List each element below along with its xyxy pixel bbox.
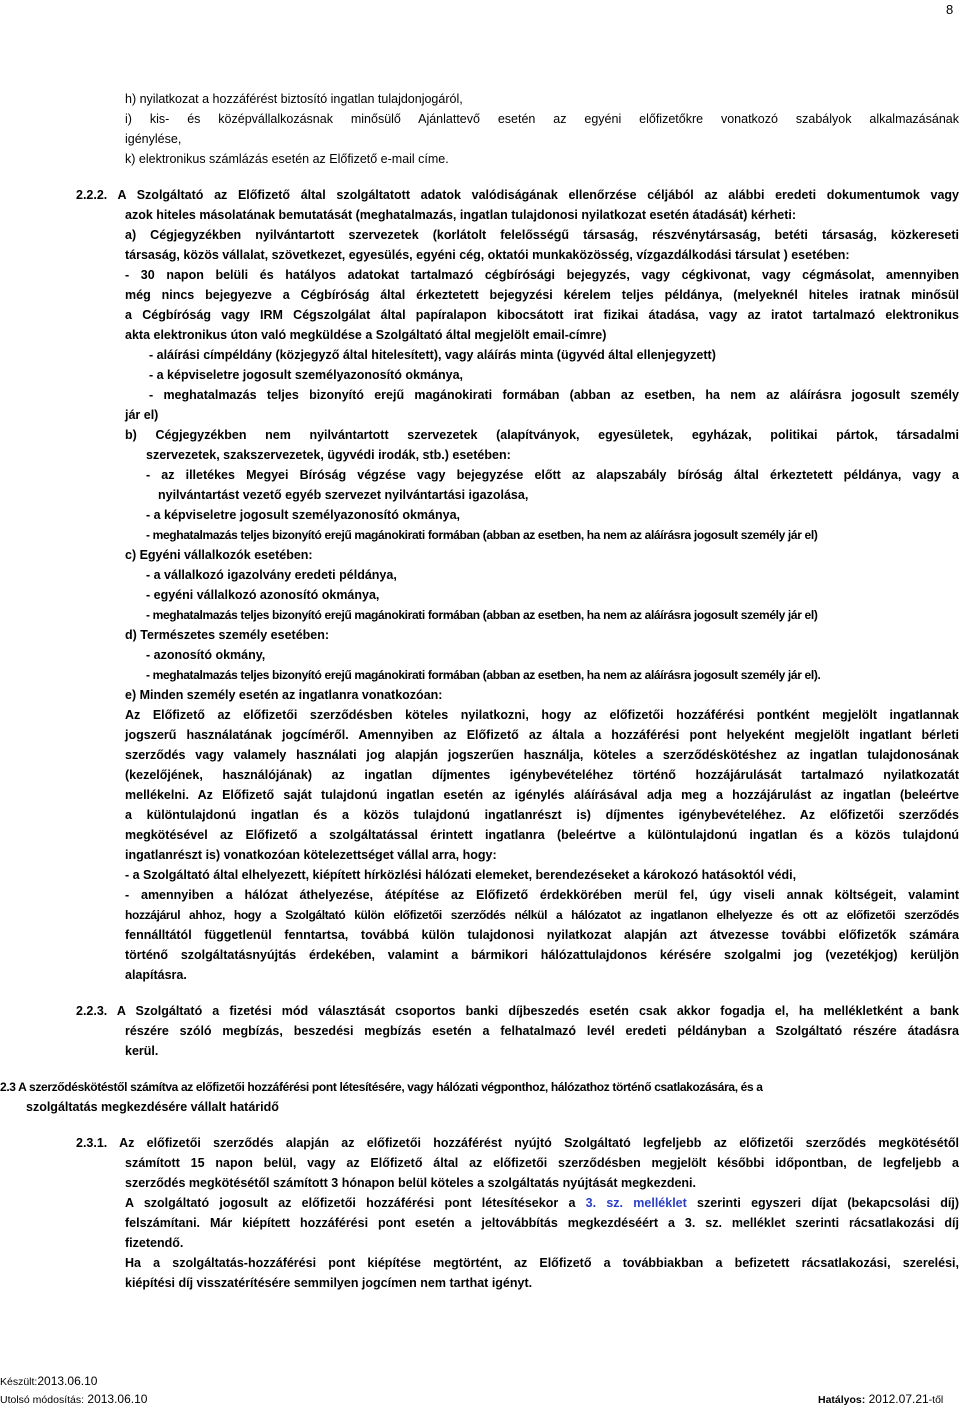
doc-line: b) Cégjegyzékben nem nyilvántartott szervezetek (alapítványok, egyesületek, egyházak, politikai pártok, társadalmi [125,428,959,442]
doc-line: jár el) [125,408,159,422]
doc-line: kerül. [125,1044,159,1058]
doc-line: e) Minden személy esetén az ingatlanra vonatkozóan: [125,688,443,702]
doc-line: mellékelni. Az Előfizető saját tulajdonú ingatlan esetén az igénylés aláírásával adja meg a hozzájárulást az ingatlan (beleértve [125,788,959,802]
doc-line: kiépítési díj visszatérítésére semmilyen jogcímen nem tarthat igényt. [125,1276,533,1290]
doc-line: - aláírási címpéldány (közjegyző által hitelesített), vagy aláírás minta (ügyvéd által ellenjegyzett) [149,348,716,362]
doc-line: - egyéni vállalkozó azonosító okmánya, [146,588,380,602]
doc-line: - azonosító okmány, [146,648,266,662]
doc-line: - 30 napon belüli és hatályos adatokat tartalmazó cégbírósági bejegyzés, vagy cégkivonat, vagy cégmásolat, amennyiben [125,268,959,282]
section-heading-2-3-1: 2.3.1. Az előfizetői szerződés alapján az előfizetői hozzáférést nyújtó Szolgáltató legfeljebb az előfizetői szerződés megkötésétől [76,1136,959,1150]
doc-line: Ha a szolgáltatás-hozzáférési pont kiépítése megtörtént, az Előfizető a továbbiakban a befizetett rácsatlakozási, szerelési, [125,1256,959,1270]
section-heading-2-2-2: 2.2.2. A Szolgáltató az Előfizető által szolgáltatott adatok valódiságának ellenőrzése céljából az alábbi eredeti dokumentumok vagy [76,188,959,202]
created-label: Készült: [0,1376,38,1388]
effective-value: 2012.07.21 [868,1392,929,1406]
doc-line: - a vállalkozó igazolvány eredeti példánya, [146,568,397,582]
doc-line: szerződés megkötésétől számított 3 hónapon belül köteles a szolgáltatás nyújtását megkezdeni. [125,1176,696,1190]
doc-line: - meghatalmazás teljes bizonyító erejű magánokirati formában (abban az esetben, ha nem az aláírásra jogosult személy jár el) [146,608,818,622]
modified-value: 2013.06.10 [87,1392,148,1406]
doc-line: jogszerű használatának jogcíméről. Amennyiben az Előfizető az általa a hozzáférési pont helyeként megjelölt ingatlant bérleti [125,728,959,742]
effective-suffix: -től [928,1394,944,1406]
page-number: 8 [946,2,954,17]
doc-line: - meghatalmazás teljes bizonyító erejű magánokirati formában (abban az esetben, ha nem az aláírásra jogosult személy jár el). [146,668,821,682]
doc-line: a Cégbíróság vagy IRM Cégszolgálat által papíralapon kibocsátott irat fizikai átadása, vagy az iratot tartalmazó elektronikus [125,308,959,322]
doc-line [125,1195,959,1212]
doc-line: - a képviseletre jogosult személyazonosító okmánya, [146,508,460,522]
doc-line: nyilvántartást vezető egyéb szervezet nyilvántartási igazolása, [158,488,529,502]
modified-date [0,1392,147,1406]
doc-line: c) Egyéni vállalkozók esetében: [125,548,313,562]
line-text: A szolgáltató jogosult az előfizetői hozzáférési pont létesítésekor a [125,1196,586,1210]
doc-line: társaság, közös vállalat, szövetkezet, egyesülés, egyéni cég, oktatói munkaközösség, vízgazdálkodási társulat ) esetében: [125,248,850,262]
effective-date [818,1392,943,1406]
doc-line: a) Cégjegyzékben nyilvántartott szervezetek (korlátolt felelősségű társaság, részvénytársaság, betéti társaság, közkereseti [125,228,959,242]
doc-line: felszámítani. Már kiépített hozzáférési pont esetén a jeltovábbítás megkezdéséért a 3. sz. melléklet szerinti rácsatlakozási díj [125,1216,959,1230]
doc-line: megkötésével az Előfizető a szolgáltatással érintett ingatlanra (beleértve a különtulajdonú ingatlan és a közös tulajdonú [125,828,959,842]
doc-line: i) kis- és középvállalkozásnak minősülő Ajánlattevő esetén az egyéni előfizetőkre vonatkozó szabályok alkalmazásának [125,112,959,126]
doc-line: akta elektronikus úton való megküldése a Szolgáltató által megjelölt email-címre) [125,328,607,342]
doc-line: a különtulajdonú ingatlan és a közös tulajdonú ingatlanrészt is) díjmentes igénybevételéhez. Az előfizetői szerződés [125,808,959,822]
effective-label: Hatályos: [818,1394,866,1406]
doc-line: - a Szolgáltató által elhelyezett, kiépített hírközlési hálózati elemeket, berendezéseket a károkozó hatásoktól védi, [125,868,797,882]
doc-line: számított 15 napon belül, vagy az Előfizető által az előfizetői szerződésben megjelölt későbbi időpontban, de legfeljebb a [125,1156,959,1170]
doc-line: fizetendő. [125,1236,184,1250]
doc-line: ingatlanrészt is) vonatkozóan kötelezettséget vállal arra, hogy: [125,848,497,862]
doc-line: szolgáltatás megkezdésére vállalt határidő [26,1100,279,1114]
doc-line: alapításra. [125,968,187,982]
section-heading-2-3: 2.3 A szerződéskötéstől számítva az előfizetői hozzáférési pont létesítésére, vagy hálózati végponthoz, hálózathoz történő csatlakozására, és a [0,1080,763,1094]
doc-line: hozzájárul ahhoz, hogy a Szolgáltató külön előfizetői szerződés nélkül a hálózatot az ingatlanon elhelyezze és ott az előfizetői szerződés [125,908,959,922]
doc-line: Az Előfizető az előfizetői szerződésben köteles nyilatkozni, hogy az előfizetői hozzáférési pontként megjelölt ingatlannak [125,708,959,722]
doc-line: még nincs bejegyezve a Cégbíróság által érkeztetett bejegyzési kérelem teljes példánya, (melyeknél hiteles iratnak minősül [125,288,959,302]
doc-line: - amennyiben a hálózat áthelyezése, átépítése az Előfizető érdekkörében merül fel, úgy viseli annak költségeit, valamint [125,888,959,902]
line-text: szerinti egyszeri díjat (bekapcsolási díj) [686,1196,959,1210]
section-heading-2-2-3: 2.2.3. A Szolgáltató a fizetési mód választását csoportos banki díjbeszedés esetén csak akkor fogadja el, ha mellékletként a bank [76,1004,959,1018]
annex-link[interactable]: 3. sz. melléklet [585,1196,687,1210]
doc-line: k) elektronikus számlázás esetén az Előfizető e-mail címe. [125,152,449,166]
doc-line: fennálltától függetlenül fenntartsa, továbbá külön tulajdonosi nyilatkozat alapján azt átvezesse további előfizetők számára [125,928,959,942]
doc-line: - meghatalmazás teljes bizonyító erejű magánokirati formában (abban az esetben, ha nem az aláírásra jogosult személy [149,388,959,402]
doc-line: (kezelőjének, használójának) az ingatlan díjmentes igénybevételéhez történő hozzájárulását tartalmazó nyilatkozatát [125,768,959,782]
doc-line: részére szóló megbízás, beszedési megbízás esetén a felhatalmazó levél eredeti példányban a Szolgáltató részére átadásra [125,1024,959,1038]
doc-line: szervezetek, szakszervezetek, ügyvédi irodák, stb.) esetében: [146,448,511,462]
created-date [0,1374,97,1388]
doc-line: szerződés vagy valamely használati jog alapján jogszerűen használja, köteles a szerződéskötéshez az ingatlan tulajdonosának [125,748,959,762]
doc-line: igénylése, [125,132,182,146]
doc-line: azok hiteles másolatának bemutatását (meghatalmazás, ingatlan tulajdonosi nyilatkozat esetén átadását) kérheti: [125,208,797,222]
doc-line: történő szolgáltatásnyújtás érdekében, valamint a bármikori hálózattulajdonos kérésére szolgalmi jog (vezetékjog) kerüljön [125,948,959,962]
created-value: 2013.06.10 [37,1374,98,1388]
doc-line: h) nyilatkozat a hozzáférést biztosító ingatlan tulajdonjogáról, [125,92,463,106]
doc-line: - meghatalmazás teljes bizonyító erejű magánokirati formában (abban az esetben, ha nem az aláírásra jogosult személy jár el) [146,528,818,542]
modified-label: Utolsó módosítás: [0,1394,85,1406]
doc-line: - az illetékes Megyei Bíróság végzése vagy bejegyzése előtt az alapszabály bíróság által érkeztetett példánya, vagy a [146,468,959,482]
doc-line: d) Természetes személy esetében: [125,628,330,642]
doc-line: - a képviseletre jogosult személyazonosító okmánya, [149,368,463,382]
